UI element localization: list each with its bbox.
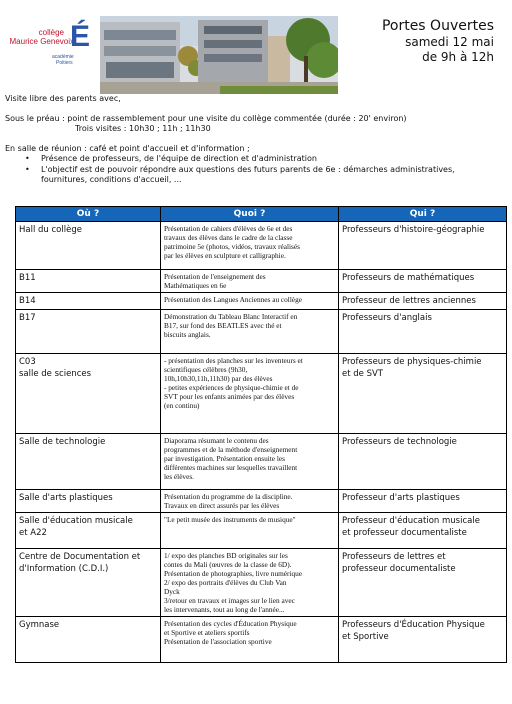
intro-meeting-point: Sous le préau : point de rassemblement pour une visite du collège commentée (durée : 20' environ) [5,113,407,123]
cell-location [16,434,161,490]
cell-activity-line: Présentation des cycles d'Éducation Physique [164,619,297,628]
table-row [16,222,507,270]
cell-activity-line: programmes et de la méthode d'enseignement [164,445,298,454]
cell-activity-line: Dyck [164,587,180,596]
cell-activity-line: les intervenants, tout au long de l'année... [164,605,285,614]
header-quoi: Quoi ? [161,207,339,222]
cell-location-line: B14 [19,296,36,306]
cell-activity [161,310,339,354]
cell-location-line: salle de sciences [19,369,92,379]
cell-activity-line: - petites expériences de physique-chimie et de [164,383,299,392]
cell-location [16,222,161,270]
table-header-row [16,207,507,222]
logo-poitiers: Poitiers [56,60,73,66]
cell-activity [161,434,339,490]
cell-staff [339,310,507,354]
cell-activity-line: "Le petit musée des instruments de musique" [164,515,296,524]
cell-staff-line: Professeurs d'anglais [342,313,432,323]
event-date: samedi 12 mai [405,35,494,49]
cell-staff [339,513,507,549]
cell-activity-line: Diaporama résumant le contenu des [164,436,269,445]
cell-activity-line: patrimoine 5e (photos, vidéos, travaux réalisés [164,242,300,251]
cell-activity-line: Présentation de cahiers d'élèves de 6e et des [164,224,293,233]
cell-staff-line: Professeurs de physiques-chimie [342,357,482,367]
cell-staff-line: Professeur de lettres anciennes [342,296,476,306]
table-row [16,617,507,663]
cell-location [16,270,161,293]
cell-staff-line: Professeurs de lettres et [342,552,446,562]
cell-location [16,310,161,354]
cell-staff-line: et professeur documentaliste [342,528,467,538]
cell-activity-line: Démonstration du Tableau Blanc Interactif en [164,312,298,321]
cell-staff [339,222,507,270]
cell-location-line: Salle de technologie [19,437,106,447]
cell-staff [339,270,507,293]
table-row [16,310,507,354]
cell-staff-line: Professeur d'éducation musicale [342,516,480,526]
table-row [16,490,507,513]
cell-staff-line: professeur documentaliste [342,564,456,574]
cell-activity [161,490,339,513]
cell-activity [161,293,339,310]
cell-activity-line: B17, sur fond des BEATLES avec thé et [164,321,282,330]
intro-meeting-room: En salle de réunion : café et point d'accueil et d'information ; [5,143,250,153]
college-logo [6,18,98,90]
bullet-line: • Présence de professeurs, de l'équipe de direction et d'administration [41,154,317,163]
cell-location-line: Hall du collège [19,225,82,235]
cell-location-line: Salle d'arts plastiques [19,493,113,503]
cell-location [16,354,161,434]
cell-location-line: Salle d'éducation musicale [19,516,133,526]
cell-activity-line: par investigation. Présentation ensuite les [164,454,285,463]
cell-activity [161,222,339,270]
cell-location [16,293,161,310]
logo-line-college: collège [38,28,64,37]
event-time: de 9h à 12h [422,50,494,64]
header-qui: Qui ? [339,207,507,222]
event-info [382,18,494,65]
cell-activity-line: Présentation du programme de la discipline. [164,492,293,501]
cell-activity-line: 3/retour en travaux et images sur le lien avec [164,596,295,605]
cell-staff [339,293,507,310]
intro-bullet-list [5,154,505,186]
cell-staff [339,617,507,663]
logo-e-icon: É [70,20,91,53]
cell-activity-line: (en continu) [164,401,200,410]
cell-activity [161,617,339,663]
cell-staff-line: et Sportive [342,632,389,642]
cell-activity-line: 2/ expo des portraits d'élèves du Club Van [164,578,287,587]
cell-location-line: Gymnase [19,620,60,630]
cell-location [16,490,161,513]
cell-activity [161,549,339,617]
cell-staff-line: Professeur d'arts plastiques [342,493,460,503]
cell-activity-line: scientifiques célèbres (9h30, [164,365,248,374]
cell-location-line: B11 [19,273,36,283]
cell-staff [339,434,507,490]
cell-location-line: d'Information (C.D.I.) [19,564,109,574]
college-building-photo [100,16,338,94]
logo-academie: académie [52,54,74,60]
cell-activity [161,270,339,293]
cell-staff [339,354,507,434]
cell-activity-line: Mathématiques en 6e [164,281,227,290]
event-title: Portes Ouvertes [381,18,494,34]
intro-bullet-item [33,154,505,165]
table-row [16,270,507,293]
cell-location-line: Centre de Documentation et [19,552,141,562]
table-row [16,549,507,617]
bullet-line: • L'objectif est de pouvoir répondre aux questions des futurs parents de 6e : démarches administratives, [41,164,455,174]
cell-activity-line: 1/ expo des planches BD originales sur les [164,551,288,560]
intro-free-visit: Visite libre des parents avec, [5,94,121,103]
bullet-line: fournitures, conditions d'accueil, ... [41,175,182,184]
cell-activity-line: différentes machines sur lesquelles travaillent [164,463,298,472]
cell-activity-line: travaux des élèves dans le cadre de la classe [164,233,293,242]
cell-staff-line: Professeurs de mathématiques [342,273,475,283]
cell-activity-line: Présentation des Langues Anciennes au collège [164,295,302,304]
cell-activity-line: et Sportive et ateliers sportifs [164,628,250,637]
cell-activity-line: Présentation de l'enseignement des [164,272,266,281]
intro-bullet-item [33,165,505,186]
cell-activity-line: - présentation des planches sur les inventeurs et [164,356,303,365]
cell-activity-line: Présentation de photographies, livre numérique [164,569,302,578]
logo-line-name: Maurice Genevoix [9,37,74,46]
program-table [15,206,507,663]
cell-activity [161,354,339,434]
cell-staff-line: et de SVT [342,369,383,379]
header-ou: Où ? [16,207,161,222]
cell-staff [339,549,507,617]
cell-location-line: C03 [19,357,36,367]
intro-section [5,94,505,186]
cell-staff-line: Professeurs de technologie [342,437,457,447]
intro-visit-times: Trois visites : 10h30 ; 11h ; 11h30 [75,124,211,133]
cell-staff-line: Professeurs d'Éducation Physique [342,620,485,630]
cell-activity-line: les élèves. [164,472,194,481]
table-row [16,293,507,310]
table-row [16,434,507,490]
cell-staff-line: Professeurs d'histoire-géographie [342,225,485,235]
cell-activity [161,513,339,549]
table-row [16,513,507,549]
cell-location [16,549,161,617]
cell-staff [339,490,507,513]
cell-activity-line: Présentation de l'association sportive [164,637,272,646]
cell-location [16,617,161,663]
cell-location [16,513,161,549]
cell-activity-line: biscuits anglais. [164,330,211,339]
cell-activity-line: Travaux en direct assurés par les élèves [164,501,280,510]
cell-location-line: B17 [19,313,36,323]
cell-activity-line: contes du Mali (œuvres de la classe de 6D). [164,560,292,569]
cell-activity-line: SVT pour les enfants animées par des élèves [164,392,295,401]
cell-activity-line: par les élèves en sculpture et calligraphie. [164,251,286,260]
cell-location-line: et A22 [19,528,47,538]
table-row [16,354,507,434]
cell-activity-line: 10h,10h30,11h,11h30) par des élèves [164,374,273,383]
